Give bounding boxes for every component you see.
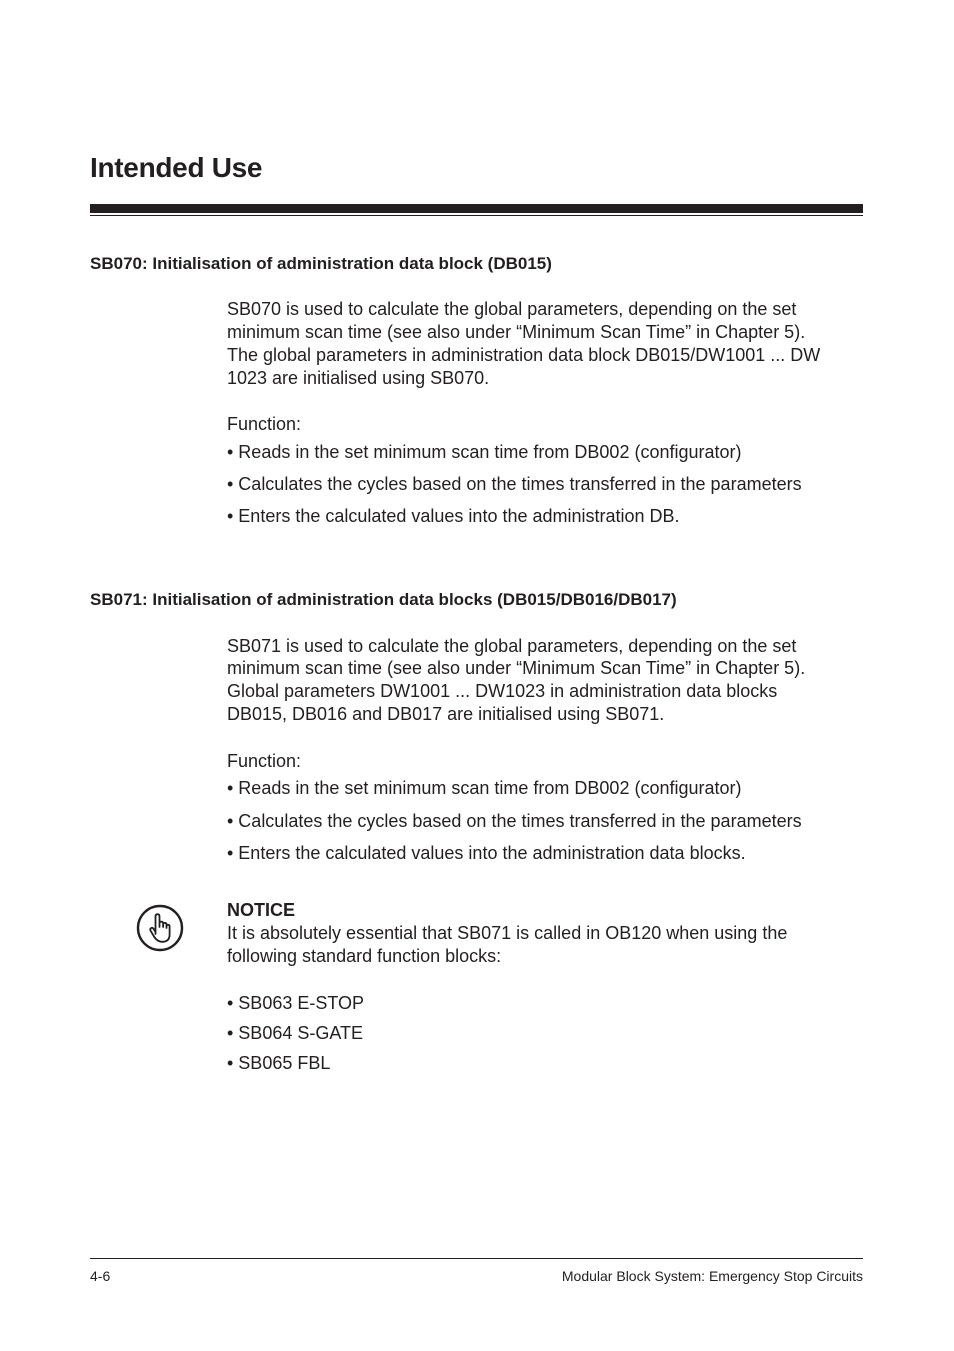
paragraph-line: minimum scan time (see also under “Minimum Scan Time” in Chapter 5). (227, 322, 806, 342)
paragraph-line: The global parameters in administration data block DB015/DW1001 ... DW (227, 345, 821, 365)
paragraph-line: minimum scan time (see also under “Minimum Scan Time” in Chapter 5). (227, 658, 806, 678)
paragraph-line: Global parameters DW1001 ... DW1023 in administration data blocks (227, 681, 778, 701)
pointing-hand-icon (135, 904, 185, 954)
list-item: • Reads in the set minimum scan time from DB002 (configurator) (227, 442, 742, 462)
list-item: • Calculates the cycles based on the times transferred in the parameters (227, 474, 802, 494)
function-label: Function: (227, 751, 302, 771)
paragraph-line: 1023 are initialised using SB070. (227, 368, 490, 388)
page-title: Intended Use (90, 152, 263, 183)
list-item: • SB064 S-GATE (227, 1023, 364, 1043)
notice-text-line: following standard function blocks: (227, 946, 502, 966)
list-item: • SB065 FBL (227, 1053, 331, 1073)
list-item: • Calculates the cycles based on the times transferred in the parameters (227, 811, 802, 831)
list-item: • Enters the calculated values into the administration data blocks. (227, 843, 746, 863)
notice-heading: NOTICE (227, 900, 296, 920)
notice-text-line: It is absolutely essential that SB071 is called in OB120 when using the (227, 923, 788, 943)
section-heading-sb070: SB070: Initialisation of administration data block (DB015) (90, 254, 552, 273)
title-rule (90, 204, 863, 213)
list-item: • SB063 E-STOP (227, 993, 365, 1013)
function-label: Function: (227, 414, 302, 434)
section-heading-sb071: SB071: Initialisation of administration data blocks (DB015/DB016/DB017) (90, 590, 677, 609)
list-item: • Enters the calculated values into the administration DB. (227, 506, 680, 526)
manual-title: Modular Block System: Emergency Stop Circuits (561, 1268, 863, 1284)
list-item: • Reads in the set minimum scan time from DB002 (configurator) (227, 778, 742, 798)
page-number: 4-6 (90, 1268, 111, 1284)
footer-rule (90, 1258, 863, 1259)
title-rule-thin (90, 215, 863, 216)
paragraph-line: SB071 is used to calculate the global parameters, depending on the set (227, 636, 797, 656)
paragraph-line: SB070 is used to calculate the global parameters, depending on the set (227, 299, 797, 319)
paragraph-line: DB015, DB016 and DB017 are initialised using SB071. (227, 704, 665, 724)
